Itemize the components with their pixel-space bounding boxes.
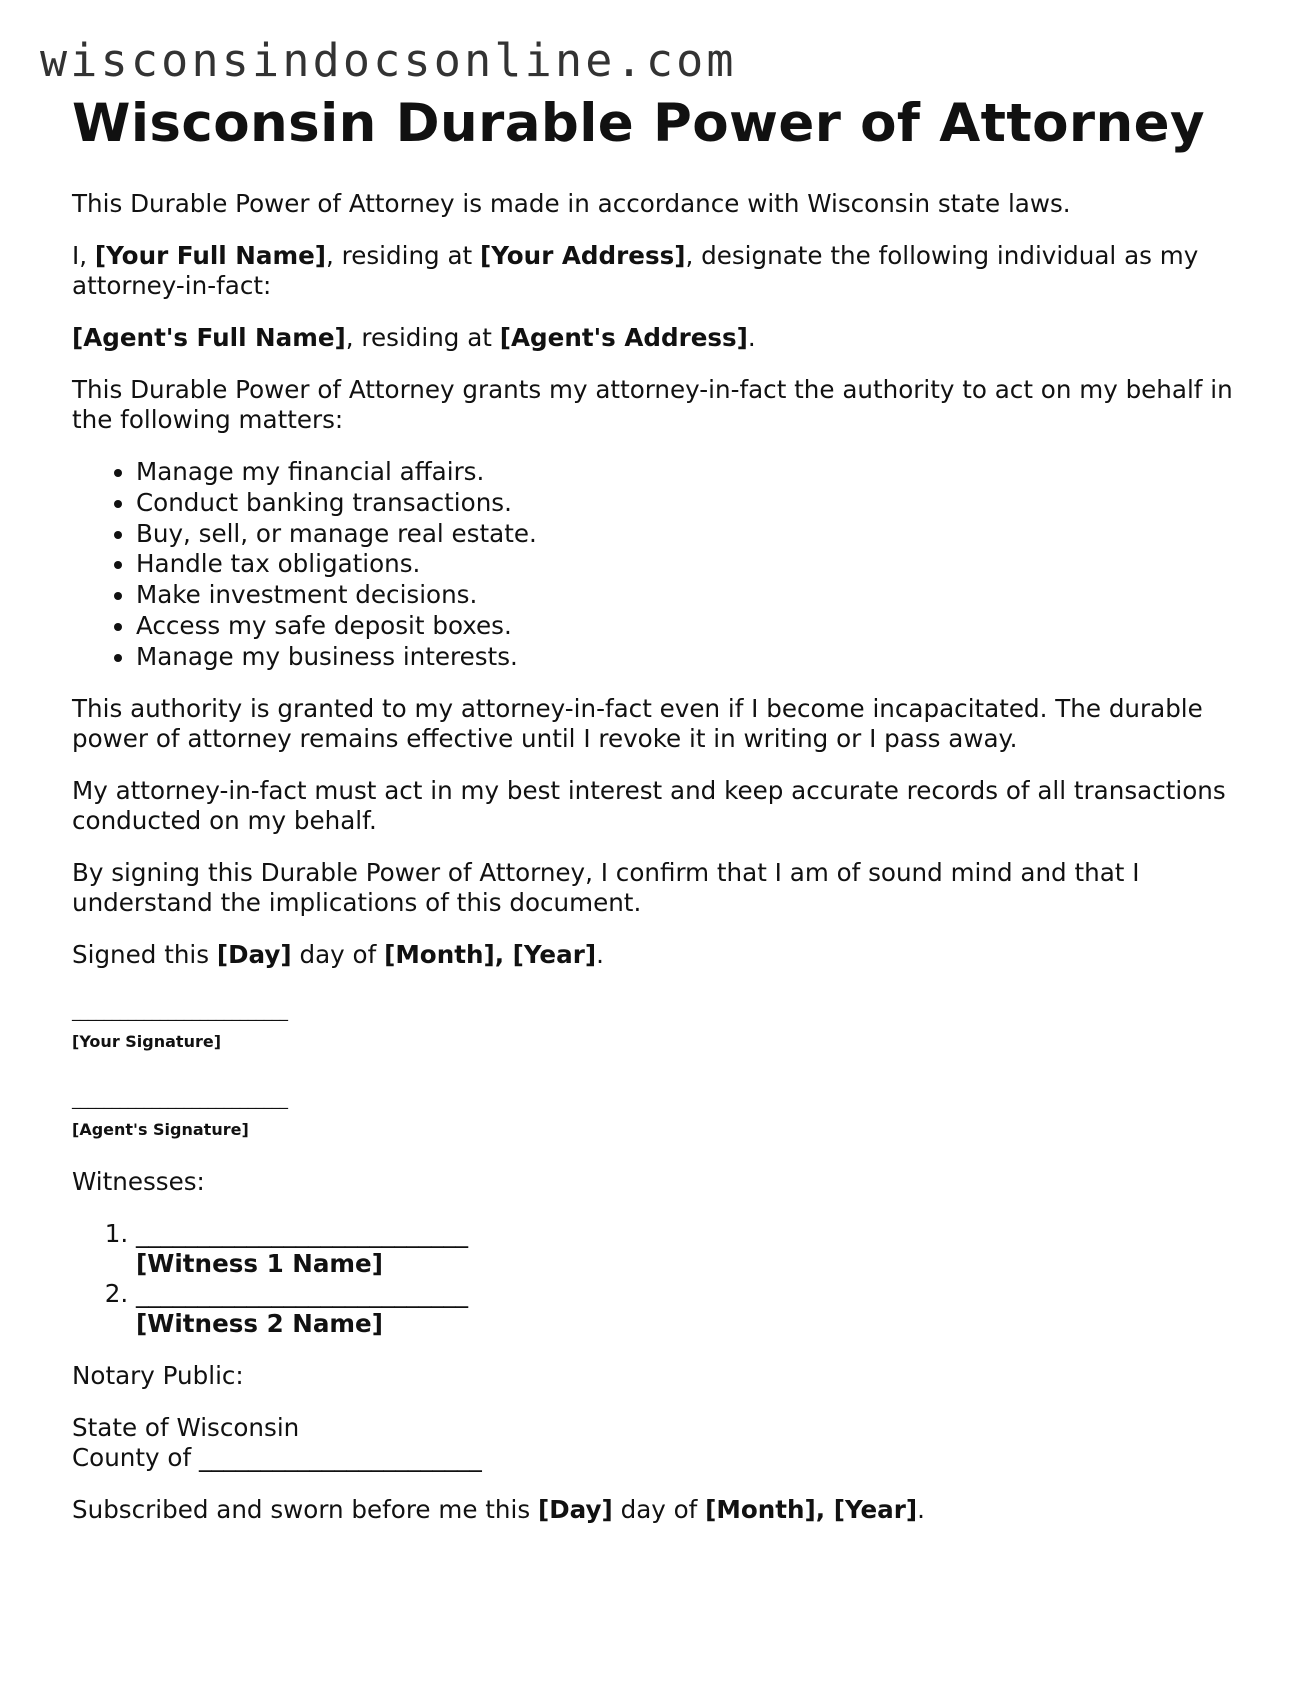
- subscribed-prefix: Subscribed and sworn before me this: [72, 1495, 538, 1525]
- list-item: • Access my safe deposit boxes.: [136, 611, 1262, 642]
- signed-day-placeholder: [Day]: [216, 940, 292, 970]
- subscribed-day-placeholder: [Day]: [537, 1495, 613, 1525]
- designation-paragraph: [72, 241, 1262, 301]
- witnesses-label: Witnesses:: [72, 1167, 205, 1197]
- county-prefix: County of: [72, 1443, 199, 1473]
- subscribed-line: [72, 1495, 1262, 1525]
- list-item: • Make investment decisions.: [136, 580, 1262, 611]
- list-item: • Handle tax obligations.: [136, 549, 1262, 580]
- document-page: [72, 95, 1262, 1525]
- subscribed-end: .: [917, 1495, 925, 1525]
- agent-paragraph: [72, 323, 1262, 353]
- witness-name-label: [Witness 1 Name]: [136, 1249, 383, 1279]
- county-blank-line: _______________________: [198, 1443, 482, 1473]
- signed-prefix: Signed this: [72, 940, 217, 970]
- list-item: • Manage my business interests.: [136, 642, 1262, 673]
- designation-mid: , residing at: [326, 241, 480, 271]
- durability-paragraph: This authority is granted to my attorney-in-fact even if I become incapacitated. The durable power of attorney remains effective until I revoke it in writing or I pass away.: [72, 694, 1203, 754]
- witness-signature-line: 2. ___________________________: [136, 1279, 469, 1309]
- list-item: • Buy, sell, or manage real estate.: [136, 519, 1262, 550]
- witness-name-label: [Witness 2 Name]: [136, 1309, 383, 1339]
- confirmation-paragraph: By signing this Durable Power of Attorney, I confirm that I am of sound mind and that I understand the implications of this document.: [72, 858, 1140, 918]
- agent-signature-line: ___________________________: [72, 1090, 288, 1110]
- agent-name-placeholder: [Agent's Full Name]: [72, 323, 346, 353]
- principal-signature-line: ___________________________: [72, 1002, 288, 1022]
- agent-address-placeholder: [Agent's Address]: [499, 323, 748, 353]
- notary-label: Notary Public:: [72, 1361, 244, 1391]
- watermark-site-name: wisconsindocsonline.com: [40, 34, 737, 87]
- designation-suffix: , designate the following individual as my attorney-in-fact:: [72, 241, 1199, 301]
- document-title: Wisconsin Durable Power of Attorney: [72, 93, 1205, 154]
- subscribed-month-year-placeholder: [Month], [Year]: [705, 1495, 918, 1525]
- signed-date-line: [72, 940, 1262, 970]
- subscribed-mid: day of: [612, 1495, 706, 1525]
- grant-paragraph: This Durable Power of Attorney grants my attorney-in-fact the authority to act on my behalf in the following matters:: [72, 375, 1233, 435]
- agent-signature-label: [Agent's Signature]: [72, 1120, 249, 1140]
- agent-mid: , residing at: [345, 323, 500, 353]
- intro-paragraph: This Durable Power of Attorney is made in accordance with Wisconsin state laws.: [72, 189, 1071, 219]
- principal-signature-label: [Your Signature]: [72, 1032, 222, 1052]
- notary-venue: [72, 1413, 1262, 1473]
- witnesses-list: [72, 1219, 1262, 1339]
- list-item: • Manage my financial affairs.: [136, 457, 1262, 488]
- list-item: • Conduct banking transactions.: [136, 488, 1262, 519]
- designation-prefix: I,: [72, 241, 95, 271]
- signed-end: .: [596, 940, 604, 970]
- signed-month-year-placeholder: [Month], [Year]: [384, 940, 597, 970]
- principal-signature-block: [72, 997, 1262, 1057]
- powers-list: [72, 457, 1262, 672]
- principal-address-placeholder: [Your Address]: [480, 241, 686, 271]
- agent-end: .: [747, 323, 756, 353]
- principal-name-placeholder: [Your Full Name]: [94, 241, 327, 271]
- duties-paragraph: My attorney-in-fact must act in my best interest and keep accurate records of all transactions conducted on my behalf.: [72, 776, 1226, 836]
- witness-signature-line: 1. ___________________________: [136, 1219, 469, 1249]
- list-item: [136, 1219, 1262, 1279]
- agent-signature-block: [72, 1085, 1262, 1145]
- list-item: [136, 1279, 1262, 1339]
- notary-state: State of Wisconsin: [72, 1413, 300, 1443]
- notary-county: [72, 1443, 1262, 1473]
- signed-mid: day of: [291, 940, 385, 970]
